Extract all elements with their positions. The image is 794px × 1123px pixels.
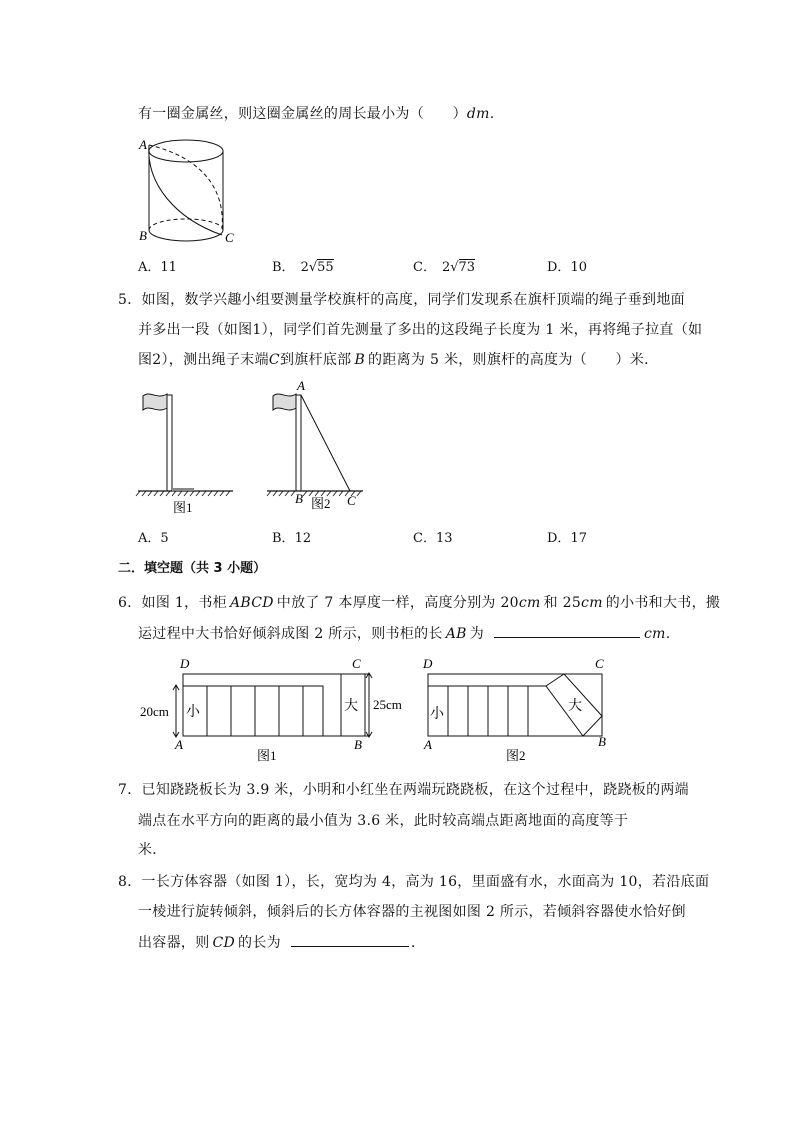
q5-number: 5． — [118, 292, 142, 308]
q5-option-b[interactable] — [272, 530, 311, 548]
cylinder-figure — [136, 134, 246, 254]
q4-option-a-letter: A． — [138, 260, 161, 275]
fig1-label-b: B — [354, 737, 362, 752]
q5-option-a[interactable] — [138, 530, 169, 548]
q4-option-c[interactable] — [413, 259, 475, 277]
fig1-caption-q6: 图1 — [257, 748, 277, 763]
q6-unit-answer: cm — [644, 626, 666, 642]
bookcase-figure-1 — [140, 654, 400, 766]
cylinder-label-b: B — [139, 228, 147, 243]
fig1-small-book: 小 — [186, 705, 200, 720]
bookcase-figure-2 — [418, 654, 618, 766]
q6-var-ab: AB — [445, 626, 467, 642]
q4-option-a[interactable] — [138, 259, 177, 277]
q5-text-3b: 到旗杆底部 — [279, 352, 352, 368]
q8-line-2: 一棱进行旋转倾斜，倾斜后的长方体容器的主视图如图 2 所示，若倾斜容器使水恰好倒 — [138, 904, 686, 920]
fig2-label-b: B — [295, 491, 303, 506]
q4-period: . — [489, 106, 495, 122]
q6-text-2a: 运过程中大书恰好倾斜成图 2 所示，则书柜的长 — [138, 626, 443, 642]
fig1-big-book: 大 — [344, 699, 358, 714]
cylinder-label-c: C — [225, 230, 234, 245]
sqrt-sign-icon: √ — [450, 260, 459, 275]
q6-text-1b: 中放了 7 本厚度一样，高度分别为 20 — [276, 595, 519, 611]
fig2-label-c: C — [347, 493, 356, 508]
q7-number: 7． — [118, 782, 142, 798]
q7-line-2 — [138, 810, 628, 831]
fig2-caption: 图2 — [311, 496, 331, 511]
q5-option-c-letter: C． — [413, 531, 436, 546]
q5-line-1 — [118, 290, 685, 310]
q4-option-b-radicand: 55 — [317, 260, 334, 275]
q6-unit-1: cm — [518, 595, 541, 611]
q5-option-b-letter: B． — [272, 531, 295, 546]
fig1-height-small: 20cm — [140, 704, 169, 719]
q4-option-b-letter: B． — [272, 260, 295, 275]
cylinder-label-a: A — [139, 137, 147, 152]
q8-line-3 — [138, 932, 425, 953]
q5-option-a-text: 5 — [160, 531, 169, 546]
q7-line-1 — [118, 780, 689, 800]
q5-line-3 — [138, 350, 658, 370]
q7-line-3: 米． — [138, 842, 167, 858]
q8-line-1 — [118, 872, 709, 892]
fig2-label-d-q6: D — [423, 656, 433, 671]
fig2-caption-q6: 图2 — [506, 748, 526, 763]
q4-stem-tail — [138, 104, 495, 124]
q8-text-3a: 出容器，则 — [138, 935, 210, 951]
q4-option-d-letter: D． — [547, 260, 571, 275]
flagpole-figure-1 — [135, 388, 245, 518]
q4-option-c-coef: 2 — [441, 260, 451, 275]
fig2-label-a: A — [297, 378, 305, 393]
q4-option-b[interactable] — [272, 259, 334, 277]
q5-option-d-text: 17 — [570, 531, 587, 546]
fig2-big-book: 大 — [568, 699, 582, 714]
q5-option-d-letter: D． — [547, 531, 571, 546]
q5-option-c[interactable] — [413, 530, 453, 548]
q5-text-3d: 的距离为 5 米，则旗杆的高度为（ ）米． — [368, 352, 659, 368]
q6-text-2b: 为 — [469, 626, 485, 642]
q5-text-1: 如图，数学兴趣小组要测量学校旗杆的高度，同学们发现系在旗杆顶端的绳子垂到地面 — [141, 292, 685, 308]
fig2-small-book: 小 — [430, 707, 444, 722]
q6-unit-2: cm — [581, 595, 603, 611]
q6-number: 6． — [118, 595, 142, 611]
q6-line-2 — [138, 623, 671, 644]
q8-period: ． — [410, 935, 426, 951]
q8-answer-blank[interactable] — [291, 932, 409, 947]
q5-option-a-letter: A． — [138, 531, 161, 546]
q4-option-c-letter: C． — [413, 260, 436, 275]
fig1-label-c: C — [352, 656, 361, 671]
q5-option-d[interactable] — [547, 530, 587, 548]
q4-unit: dm — [466, 106, 490, 122]
fig1-caption: 图1 — [173, 500, 193, 515]
q8-text-1: 一长方体容器（如图 1），长，宽均为 4，高为 16，里面盛有水，水面高为 10，若沿底面 — [141, 874, 710, 890]
q6-var-abcd: ABCD — [229, 595, 274, 611]
q5-var-c: C — [268, 352, 280, 368]
q6-text-1d: 的小书和大书，搬 — [605, 595, 721, 611]
q7-text-1: 已知跷跷板长为 3.9 米，小明和小红坐在两端玩跷跷板，在这个过程中，跷跷板的两端 — [141, 782, 689, 798]
fig2-label-b-q6: B — [598, 734, 606, 749]
flagpole-figure-2 — [267, 376, 377, 511]
q4-option-d-text: 10 — [570, 260, 587, 275]
fig1-label-a: A — [175, 737, 183, 752]
section-2-title: 二．填空题（共 3 小题） — [118, 561, 267, 576]
q8-text-3b: 的长为 — [238, 935, 281, 951]
q4-option-d[interactable] — [547, 259, 587, 277]
fig1-label-d: D — [180, 656, 190, 671]
q5-text-3a: 图2），测出绳子末端 — [138, 352, 269, 368]
q4-option-a-text: 11 — [160, 260, 177, 275]
q6-period: . — [665, 626, 671, 642]
q6-answer-blank[interactable] — [494, 623, 640, 638]
q4-option-b-coef: 2 — [300, 260, 309, 275]
fig2-label-c-q6: C — [595, 656, 604, 671]
q6-text-1a: 如图 1，书柜 — [141, 595, 227, 611]
q4-stem-text: 有一圈金属丝，则这圈金属丝的周长最小为（ ） — [138, 106, 467, 122]
q5-option-b-text: 12 — [294, 531, 312, 546]
q6-text-1c: 和 25 — [543, 595, 582, 611]
sqrt-sign-icon: √ — [308, 260, 318, 275]
fig1-height-big: 25cm — [373, 697, 402, 712]
q5-line-2: 并多出一段（如图1），同学们首先测量了多出的这段绳子长度为 1 米，再将绳子拉直（如 — [138, 322, 703, 338]
q5-var-b: B — [354, 352, 366, 368]
q6-line-1 — [118, 593, 720, 613]
q5-option-c-text: 13 — [435, 531, 453, 546]
q7-text-2: 端点在水平方向的距离的最小值为 3.6 米，此时较高端点距离地面的高度等于 — [138, 813, 629, 829]
q8-number: 8． — [118, 874, 142, 890]
q8-var-cd: CD — [212, 935, 236, 951]
fig2-label-a-q6: A — [424, 737, 432, 752]
q4-option-c-radicand: 73 — [458, 260, 476, 275]
